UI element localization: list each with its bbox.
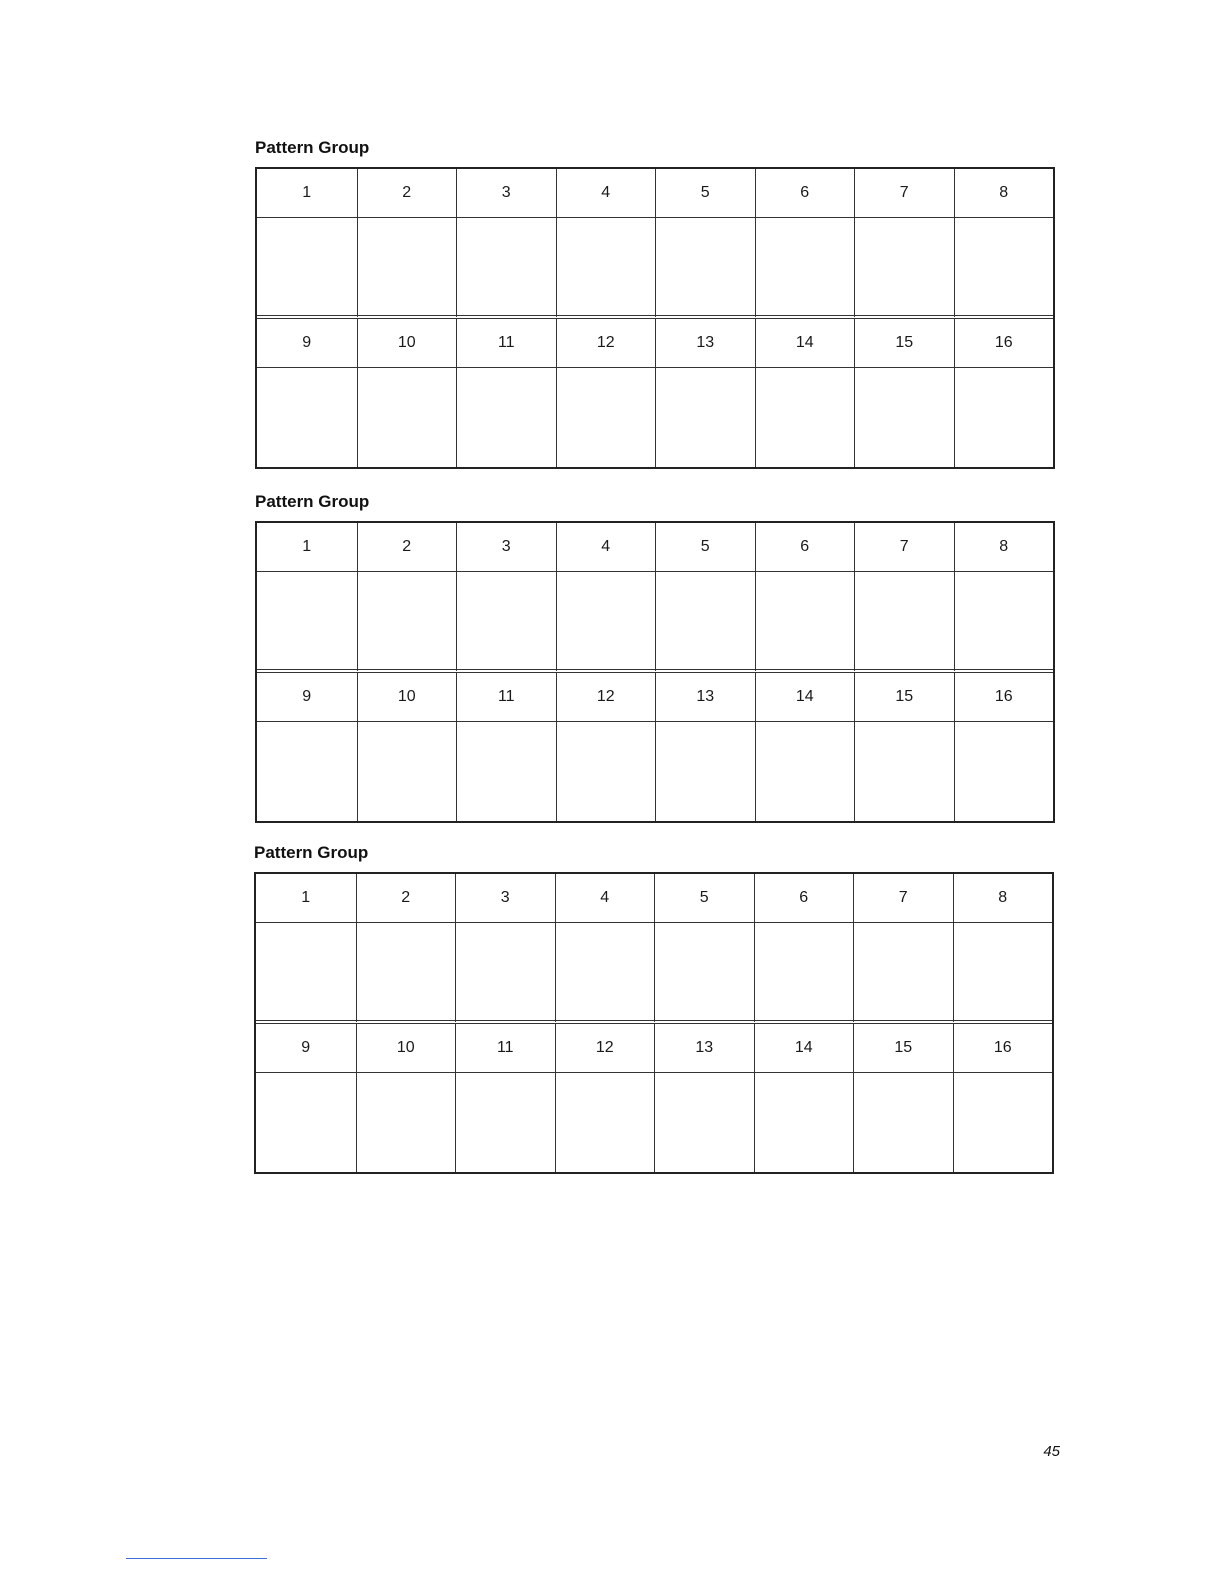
pattern-entry-cell [356, 923, 456, 1022]
pattern-number-cell: 8 [953, 874, 1053, 923]
grid-top-half [257, 523, 1053, 671]
grid-top-half [256, 874, 1052, 1022]
pattern-number-cell: 1 [257, 169, 357, 218]
pattern-number-cell: 8 [954, 169, 1054, 218]
pattern-entry-cell [953, 923, 1053, 1022]
pattern-entry-cell [256, 1073, 356, 1172]
pattern-number-cell: 12 [556, 319, 656, 368]
pattern-entry-cell [555, 1073, 655, 1172]
pattern-number-cell: 6 [755, 523, 855, 572]
pattern-entry-cell [456, 722, 556, 821]
pattern-number-cell: 7 [854, 523, 954, 572]
group-title: Pattern Group [255, 138, 370, 157]
pattern-entry-cell [755, 368, 855, 467]
pattern-entry-cell [655, 722, 755, 821]
grid-bottom-half [256, 1024, 1052, 1172]
pattern-entry-cell [556, 368, 656, 467]
pattern-number-cell: 5 [655, 523, 755, 572]
pattern-number-cell: 6 [755, 169, 855, 218]
pattern-number-cell: 9 [257, 319, 357, 368]
group-title: Pattern Group [255, 492, 370, 511]
pattern-number-cell: 13 [655, 319, 755, 368]
pattern-entry-cell [456, 572, 556, 671]
pattern-number-cell: 6 [754, 874, 854, 923]
pattern-entry-cell [256, 923, 356, 1022]
pattern-entry-cell [357, 572, 457, 671]
pattern-number-cell: 15 [853, 1024, 953, 1073]
pattern-grid [255, 521, 1055, 823]
pattern-number-cell: 10 [356, 1024, 456, 1073]
pattern-entry-cell [257, 368, 357, 467]
pattern-entry-cell [655, 368, 755, 467]
pattern-number-cell: 9 [257, 673, 357, 722]
pattern-entry-cell [954, 722, 1054, 821]
pattern-number-cell: 14 [754, 1024, 854, 1073]
pattern-number-cell: 3 [456, 169, 556, 218]
footer-rule [126, 1558, 267, 1559]
pattern-entry-cell [555, 923, 655, 1022]
pattern-entry-cell [854, 722, 954, 821]
grid-bottom-half [257, 319, 1053, 467]
pattern-entry-cell [455, 1073, 555, 1172]
pattern-number-cell: 2 [357, 169, 457, 218]
pattern-number-cell: 11 [455, 1024, 555, 1073]
pattern-entry-cell [755, 218, 855, 317]
pattern-number-cell: 12 [556, 673, 656, 722]
pattern-number-cell: 16 [954, 673, 1054, 722]
pattern-entry-cell [257, 572, 357, 671]
pattern-entry-cell [953, 1073, 1053, 1172]
pattern-number-cell: 11 [456, 673, 556, 722]
pattern-entry-cell [456, 218, 556, 317]
pattern-number-cell: 13 [654, 1024, 754, 1073]
pattern-entry-cell [456, 368, 556, 467]
pattern-entry-cell [357, 218, 457, 317]
pattern-entry-cell [356, 1073, 456, 1172]
pattern-entry-cell [556, 218, 656, 317]
pattern-number-cell: 4 [556, 169, 656, 218]
pattern-number-cell: 15 [854, 673, 954, 722]
pattern-number-cell: 7 [854, 169, 954, 218]
pattern-entry-cell [755, 572, 855, 671]
pattern-entry-cell [853, 1073, 953, 1172]
pattern-number-cell: 1 [257, 523, 357, 572]
grid-bottom-half [257, 673, 1053, 821]
pattern-entry-cell [357, 368, 457, 467]
pattern-number-cell: 1 [256, 874, 356, 923]
pattern-entry-cell [654, 1073, 754, 1172]
pattern-entry-cell [954, 218, 1054, 317]
pattern-entry-cell [954, 572, 1054, 671]
pattern-entry-cell [257, 722, 357, 821]
pattern-number-cell: 2 [357, 523, 457, 572]
pattern-number-cell: 9 [256, 1024, 356, 1073]
pattern-number-cell: 12 [555, 1024, 655, 1073]
pattern-entry-cell [655, 218, 755, 317]
pattern-entry-cell [755, 722, 855, 821]
grid-top-half [257, 169, 1053, 317]
pattern-number-cell: 14 [755, 319, 855, 368]
pattern-entry-cell [455, 923, 555, 1022]
pattern-number-cell: 2 [356, 874, 456, 923]
pattern-grid [255, 167, 1055, 469]
pattern-entry-cell [854, 368, 954, 467]
pattern-number-cell: 3 [455, 874, 555, 923]
pattern-number-cell: 7 [853, 874, 953, 923]
pattern-number-cell: 8 [954, 523, 1054, 572]
pattern-number-cell: 5 [654, 874, 754, 923]
pattern-number-cell: 10 [357, 319, 457, 368]
group-title: Pattern Group [254, 843, 369, 862]
pattern-entry-cell [853, 923, 953, 1022]
pattern-entry-cell [357, 722, 457, 821]
pattern-entry-cell [754, 923, 854, 1022]
pattern-entry-cell [854, 572, 954, 671]
pattern-number-cell: 16 [954, 319, 1054, 368]
pattern-number-cell: 15 [854, 319, 954, 368]
pattern-entry-cell [654, 923, 754, 1022]
pattern-number-cell: 11 [456, 319, 556, 368]
pattern-number-cell: 5 [655, 169, 755, 218]
pattern-entry-cell [556, 572, 656, 671]
pattern-number-cell: 3 [456, 523, 556, 572]
pattern-grid [254, 872, 1054, 1174]
pattern-entry-cell [854, 218, 954, 317]
page-number: 45 [1043, 1443, 1060, 1460]
pattern-number-cell: 4 [556, 523, 656, 572]
pattern-entry-cell [655, 572, 755, 671]
pattern-number-cell: 4 [555, 874, 655, 923]
pattern-entry-cell [257, 218, 357, 317]
pattern-number-cell: 13 [655, 673, 755, 722]
pattern-entry-cell [754, 1073, 854, 1172]
pattern-number-cell: 14 [755, 673, 855, 722]
pattern-number-cell: 10 [357, 673, 457, 722]
pattern-number-cell: 16 [953, 1024, 1053, 1073]
pattern-entry-cell [954, 368, 1054, 467]
pattern-entry-cell [556, 722, 656, 821]
